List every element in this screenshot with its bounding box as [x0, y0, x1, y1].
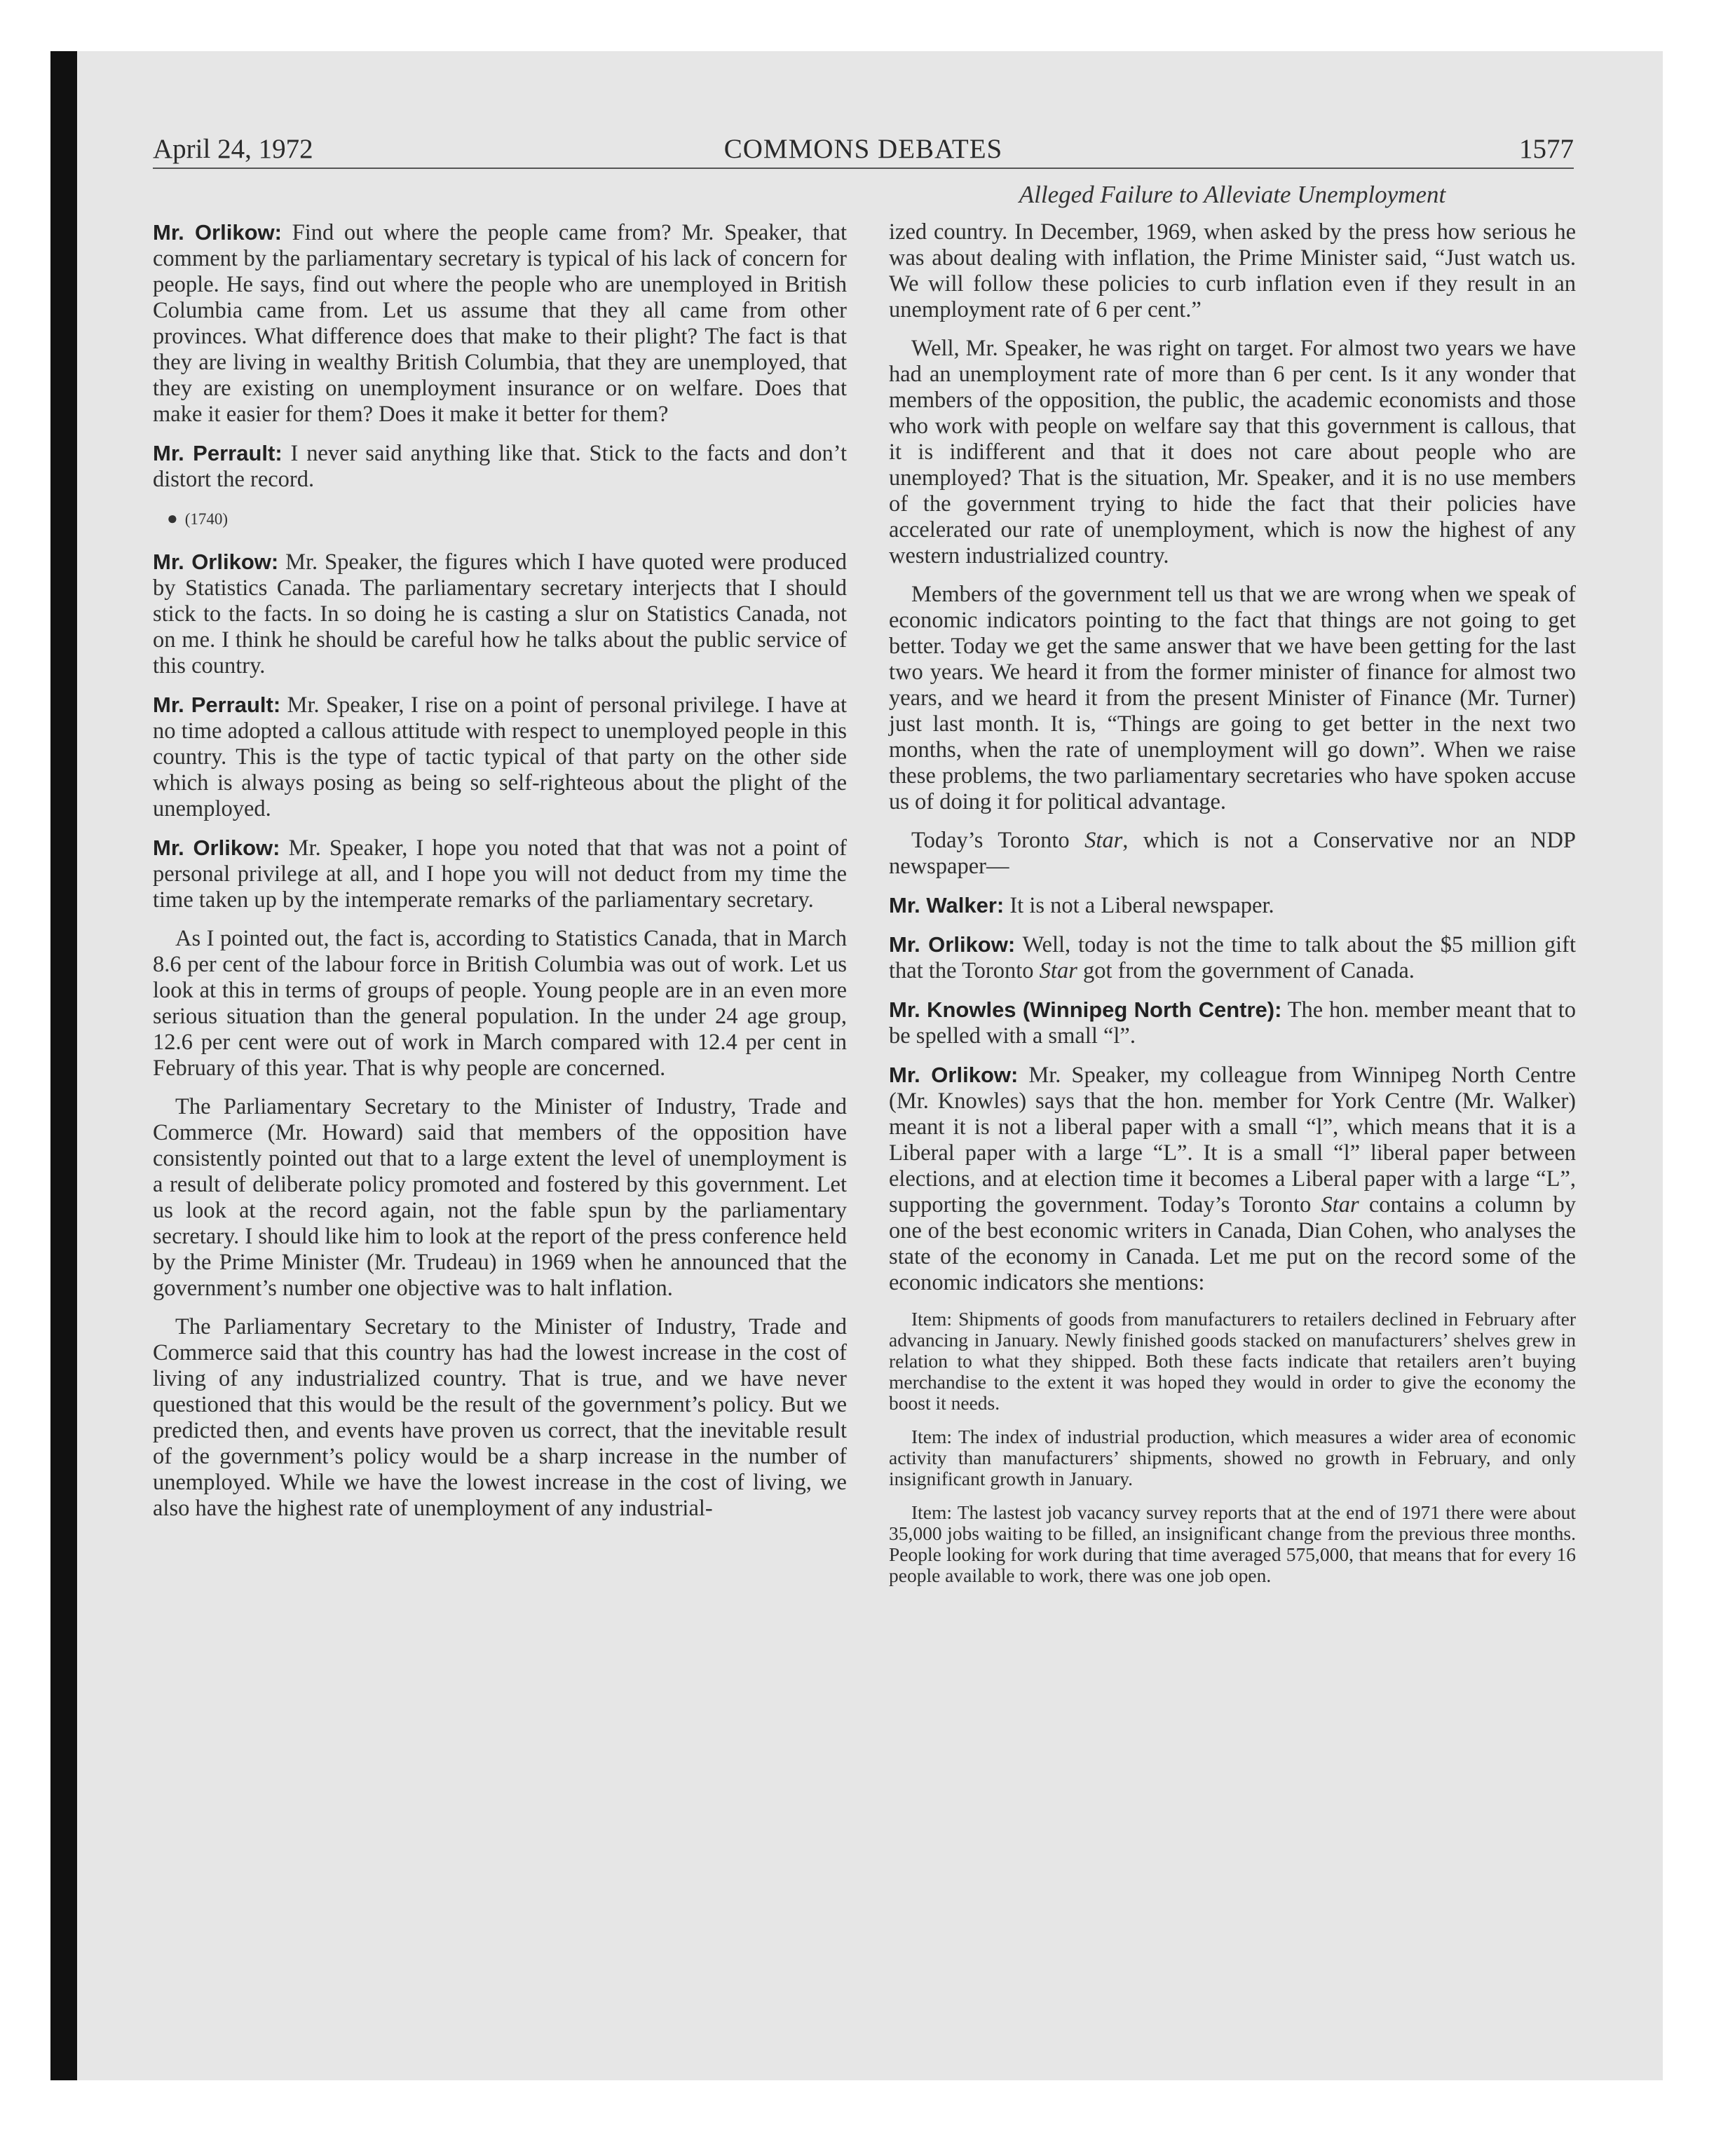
speech-text: got from the government of Canada. [1077, 958, 1415, 983]
newspaper-name: Star [1321, 1192, 1359, 1217]
paragraph [153, 692, 847, 822]
paragraph [889, 997, 1576, 1049]
speaker-name: Mr. Perrault: [153, 692, 281, 717]
text-segment: Today’s Toronto [911, 828, 1085, 853]
speech-text: The hon. member meant that to be spelled with a small “l”. [889, 997, 1576, 1049]
quoted-item: Item: The index of industrial production, which measures a wider area of economic activity than manufacturers’ shipments, showed no growth in February, and only insignificant growth in January. [889, 1426, 1576, 1489]
paragraph: Well, Mr. Speaker, he was right on target. For almost two years we have had an unemployment rate of more than 6 per cent. Is it any wonder that members of the opposition, the public, the academic economists and those who work with people on welfare say that this government is callous, that it is indifferent and that it does not care about people who are unemployed? That is the situation, Mr. Speaker, and it is no use members of the government trying to hide the fact that their policies have accelerated our rate of unemployment, which is now the highest of any western industrialized country. [889, 336, 1576, 568]
speaker-name: Mr. Orlikow: [153, 550, 279, 574]
paragraph [153, 835, 847, 913]
left-column [153, 219, 847, 1534]
speech-text: Mr. Speaker, my colleague from Winnipeg North Centre (Mr. Knowles) says that the hon. member for York Centre (Mr. Walker) meant it is not a liberal paper with a small “l”, which means that it is a Liberal paper with a large “L”. It is a small “l” liberal paper between elections, and at election time it becomes a Liberal paper with a large “L”, supporting the government. Today’s Toronto [889, 1063, 1576, 1217]
paragraph [889, 892, 1576, 919]
speaker-name: Mr. Orlikow: [889, 932, 1016, 957]
header-page-number: 1577 [1519, 134, 1574, 164]
speech-text: Mr. Speaker, I hope you noted that that was not a point of personal privilege at all, and I hope you will not deduct from my time the time taken up by the intemperate remarks of the parliamentary secretary. [153, 835, 847, 913]
speech-text: Mr. Speaker, I rise on a point of personal privilege. I have at no time adopted a callous attitude with respect to unemployed people in this country. This is the type of tactic typical of that party on the other side which is always posing as being so self-righteous about the plight of the unemployed. [153, 692, 847, 821]
speaker-name: Mr. Orlikow: [153, 220, 282, 245]
speaker-name: Mr. Orlikow: [153, 835, 280, 860]
quoted-item: Item: The lastest job vacancy survey reports that at the end of 1971 there were about 35,000 jobs waiting to be filled, an insignificant change from the previous three months. People looking for work during that time averaged 575,000, that means that for every 16 people available to work, there was one job open. [889, 1501, 1576, 1586]
speech-text: Find out where the people came from? Mr. Speaker, that comment by the parliamentary secretary is typical of his lack of concern for people. He says, find out where the people who are unemployed in British Columbia came from. Let us assume that they all came from other provinces. What difference does that make to their plight? The fact is that they are living in wealthy British Columbia, that they are unemployed, that they are existing on unemployment insurance or on welfare. Does that make it easier for them? Does it make it better for them? [153, 220, 847, 427]
header-date: April 24, 1972 [153, 134, 313, 164]
text-segment: , which is not a Conservative nor an NDP newspaper— [889, 828, 1576, 879]
paragraph [889, 932, 1576, 984]
paragraph [889, 1062, 1576, 1296]
header-title: COMMONS DEBATES [723, 134, 1003, 164]
speech-text: Well, today is not the time to talk about the $5 million gift that the Toronto [889, 932, 1576, 983]
paragraph: As I pointed out, the fact is, according to Statistics Canada, that in March 8.6 per cent of the labour force in British Columbia was out of work. Let us look at this in terms of groups of people. Young people are in an even more serious situation than the general population. In the under 24 age group, 12.6 per cent were out of work in March compared with 12.4 per cent in February of this year. That is why people are concerned. [153, 926, 847, 1081]
speech-text: contains a column by one of the best economic writers in Canada, Dian Cohen, who analyses the state of the economy in Canada. Let me put on the record some of the economic indicators she mentions: [889, 1192, 1576, 1295]
newspaper-name: Star [1084, 828, 1123, 853]
speech-text: Mr. Speaker, the figures which I have quoted were produced by Statistics Canada. The parliamentary secretary interjects that I should stick to the facts. In so doing he is casting a slur on Statistics Canada, not on me. I think he should be careful how he talks about the public service of this country. [153, 550, 848, 678]
paragraph [153, 549, 847, 679]
paragraph: Members of the government tell us that we are wrong when we speak of economic indicators pointing to the fact that things are not going to get better. Today we get the same answer that we have been getting for the last two years. We heard it from the former minister of finance for almost two years, and we heard it from the present Minister of Finance (Mr. Turner) just last month. It is, “Things are going to get better in the next two months, when the rate of unemployment will go down”. When we raise these problems, the two parliamentary secretaries who have spoken accuse us of doing it for political advantage. [889, 582, 1576, 814]
speaker-name: Mr. Knowles (Winnipeg North Centre): [889, 997, 1282, 1022]
binding-edge [50, 51, 77, 2080]
time-marker-text: (1740) [184, 510, 229, 528]
paragraph: The Parliamentary Secretary to the Minister of Industry, Trade and Commerce said that this country has had the lowest increase in the cost of living of any industrialized country. That is true, and we have never questioned that this would be the result of the government’s policy. But we predicted then, and events have proven us correct, that the inevitable result of the government’s policy would be a sharp increase in the number of unemployed. While we have the lowest increase in the cost of living, we also have the highest rate of unemployment of any industrial- [153, 1314, 847, 1521]
right-column [889, 219, 1576, 1599]
paragraph [153, 440, 847, 493]
time-marker [167, 505, 847, 532]
newspaper-name: Star [1039, 958, 1077, 983]
paragraph [889, 828, 1576, 880]
paragraph: The Parliamentary Secretary to the Minister of Industry, Trade and Commerce (Mr. Howard) said that members of the opposition have consistently pointed out that to a large extent the level of unemployment is a result of deliberate policy promoted and fostered by this government. Let us look at the record again, not the fable spun by the parliamentary secretary. I should like him to look at the report of the press conference held by the Prime Minister (Mr. Trudeau) in 1969 when he announced that the government’s number one objective was to halt inflation. [153, 1094, 847, 1301]
bullet-icon: ● [167, 508, 178, 528]
section-heading: Alleged Failure to Alleviate Unemployment [1019, 181, 1446, 208]
speech-text: I never said anything like that. Stick to the facts and don’t distort the record. [153, 441, 848, 492]
speech-text: It is not a Liberal newspaper. [1004, 893, 1274, 918]
paragraph: ized country. In December, 1969, when asked by the press how serious he was about dealing with inflation, the Prime Minister said, “Just watch us. We will follow these policies to curb inflation even if they result in an unemployment rate of 6 per cent.” [889, 219, 1576, 322]
quoted-item: Item: Shipments of goods from manufacturers to retailers declined in February after advancing in January. Newly finished goods stacked on manufacturers’ shelves grew in relation to what they shipped. Both these facts indicate that retailers aren’t buying merchandise to the extent it was hoped they would in order to give the economy the boost it needs. [889, 1308, 1576, 1414]
speaker-name: Mr. Orlikow: [889, 1063, 1019, 1087]
page-header [153, 130, 1574, 169]
paragraph [153, 219, 847, 428]
speaker-name: Mr. Perrault: [153, 441, 283, 465]
speaker-name: Mr. Walker: [889, 893, 1005, 917]
